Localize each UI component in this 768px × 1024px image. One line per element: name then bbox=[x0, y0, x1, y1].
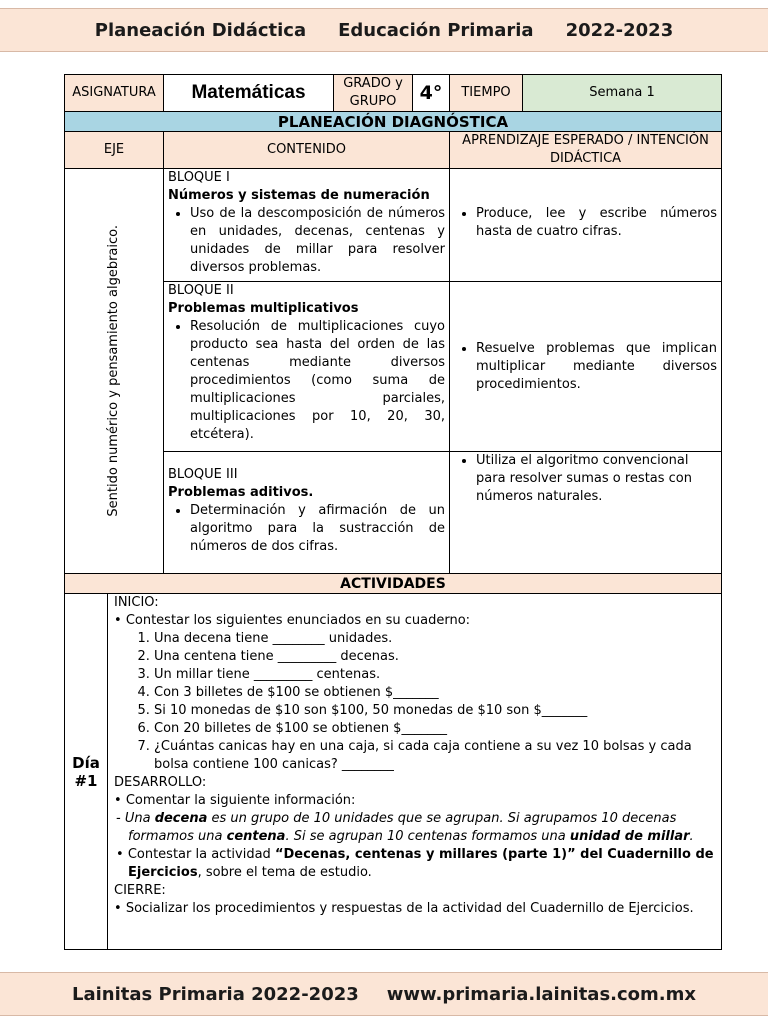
bloque-2-content-item: • Resolución de multiplicaciones cuyo producto sea hasta del orden de las centenas mediante diversos procedimientos (como suma de multiplicaciones parciales, multiplicaciones por 10, 20, 30, etcétera). bbox=[190, 318, 445, 444]
desarrollo-label: DESARROLLO: bbox=[114, 775, 207, 790]
time-label: TIEMPO bbox=[450, 75, 523, 112]
bloque-1-topic: Números y sistemas de numeración bbox=[168, 188, 430, 203]
bloque-3-learning bbox=[450, 452, 722, 574]
inicio-instruction: • Contestar los siguientes enunciados en su cuaderno: bbox=[114, 613, 471, 628]
footer-url[interactable]: www.primaria.lainitas.com.mx bbox=[386, 983, 696, 1005]
question-item: 7. ¿Cuántas canicas hay en una caja, si cada caja contiene a su vez 10 bolsas y cada bolsa contiene 100 canicas? ________ bbox=[154, 738, 715, 774]
grade-value: 4° bbox=[413, 75, 450, 112]
header-year: 2022-2023 bbox=[565, 19, 674, 41]
info-paragraph: - Una decena es un grupo de 10 unidades que se agrupan. Si agrupamos 10 decenas formamos una centena. Si se agrupan 10 centenas formamos una unidad de millar. bbox=[116, 811, 694, 844]
desarrollo-step-1: • Comentar la siguiente información: bbox=[114, 793, 356, 808]
subject-value: Matemáticas bbox=[164, 75, 334, 112]
planning-table bbox=[64, 74, 722, 950]
bloque-2-learning-item: • Resuelve problemas que implican multiplicar mediante diversos procedimientos. bbox=[476, 340, 717, 394]
question-item: 2. Una centena tiene _________ decenas. bbox=[154, 648, 715, 666]
bloque-1-name: BLOQUE I bbox=[168, 170, 230, 185]
time-value: Semana 1 bbox=[523, 75, 722, 112]
question-item: 6. Con 20 billetes de $100 se obtienen $_______ bbox=[154, 720, 715, 738]
bloque-3-content-item: • Determinación y afirmación de un algoritmo para la sustracción de números de dos cifras. bbox=[190, 502, 445, 556]
desarrollo-step-2: • Contestar la actividad “Decenas, centenas y millares (parte 1)” del Cuadernillo de Ejercicios, sobre el tema de estudio. bbox=[116, 847, 714, 880]
bloque-2-topic: Problemas multiplicativos bbox=[168, 301, 359, 316]
subject-label: ASIGNATURA bbox=[65, 75, 164, 112]
header-banner bbox=[0, 8, 768, 52]
bloque-2-content bbox=[164, 282, 450, 452]
header-title: Planeación Didáctica bbox=[94, 19, 307, 41]
column-aprendizaje: APRENDIZAJE ESPERADO / INTENCIÓN DIDÁCTICA bbox=[450, 132, 722, 169]
bloque-3-content bbox=[164, 452, 450, 574]
footer-site-name: Lainitas Primaria 2022-2023 bbox=[72, 983, 359, 1005]
question-item: 1. Una decena tiene ________ unidades. bbox=[154, 630, 715, 648]
eje-text: Sentido numérico y pensamiento algebraico. bbox=[106, 225, 121, 517]
activities-cell bbox=[108, 594, 722, 950]
column-eje: EJE bbox=[65, 132, 164, 169]
bloque-1-content-item: • Uso de la descomposición de números en unidades, decenas, centenas y unidades de millar para resolver diversos problemas. bbox=[190, 205, 445, 277]
header-level: Educación Primaria bbox=[338, 19, 534, 41]
footer-banner bbox=[0, 972, 768, 1016]
bloque-1-content bbox=[164, 169, 450, 282]
bloque-2-name: BLOQUE II bbox=[168, 283, 234, 298]
cierre-label: CIERRE: bbox=[114, 883, 166, 898]
bloque-3-topic: Problemas aditivos. bbox=[168, 485, 314, 500]
question-item: 3. Un millar tiene _________ centenas. bbox=[154, 666, 715, 684]
bloque-3-learning-item: • Utiliza el algoritmo convencional para resolver sumas o restas con números naturales. bbox=[476, 452, 717, 506]
question-item: 5. Si 10 monedas de $10 son $100, 50 monedas de $10 son $_______ bbox=[154, 702, 715, 720]
bloque-1-learning-item: • Produce, lee y escribe números hasta de cuatro cifras. bbox=[476, 205, 717, 241]
inicio-label: INICIO: bbox=[114, 595, 159, 610]
bloque-2-learning bbox=[450, 282, 722, 452]
bloque-3-name: BLOQUE III bbox=[168, 467, 238, 482]
column-contenido: CONTENIDO bbox=[164, 132, 450, 169]
cierre-step-1: • Socializar los procedimientos y respuestas de la actividad del Cuadernillo de Ejercicios. bbox=[114, 901, 694, 916]
eje-cell bbox=[65, 169, 164, 574]
question-item: 4. Con 3 billetes de $100 se obtienen $_______ bbox=[154, 684, 715, 702]
bloque-1-learning bbox=[450, 169, 722, 282]
plan-title: PLANEACIÓN DIAGNÓSTICA bbox=[65, 112, 722, 132]
day-label: Día #1 bbox=[65, 594, 108, 950]
question-list bbox=[114, 630, 715, 774]
activities-title: ACTIVIDADES bbox=[65, 574, 722, 594]
grade-label: GRADO y GRUPO bbox=[334, 75, 413, 112]
